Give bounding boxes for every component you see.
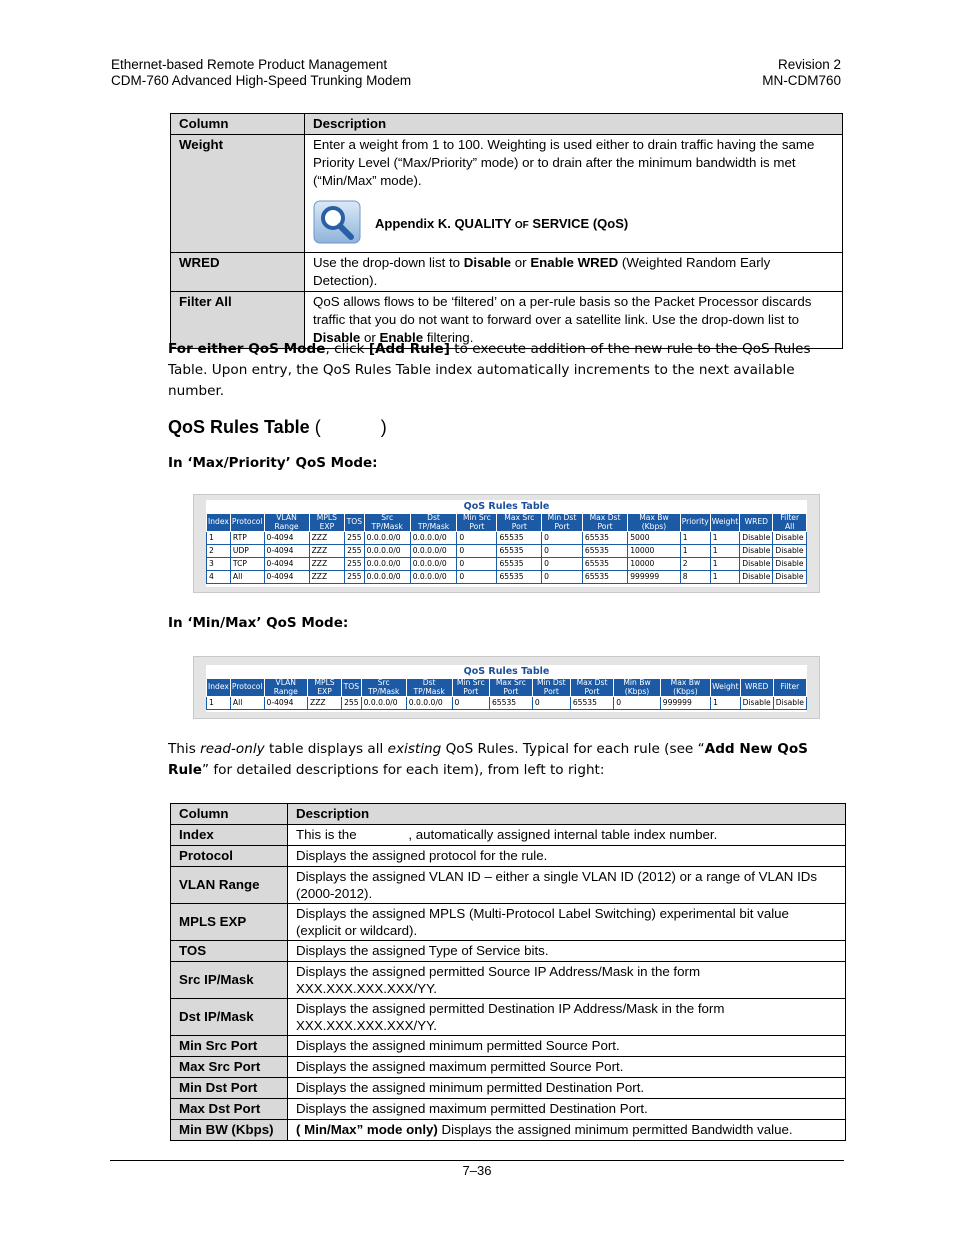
qos-column-header: Priority	[680, 514, 710, 532]
qos-cell: 1	[680, 545, 710, 558]
table-row	[171, 825, 846, 846]
section-title: QoS Rules Table ( )	[168, 417, 387, 437]
qos-column-header: Protocol	[230, 514, 264, 532]
qos-cell: 2	[680, 558, 710, 571]
row-description: Displays the assigned Type of Service bits.	[288, 941, 846, 962]
row-label: Min Dst Port	[171, 1078, 288, 1099]
table-row-weight	[171, 135, 843, 253]
qos-cell: All	[230, 571, 264, 584]
qos-cell: 65535	[582, 558, 627, 571]
row-label: Min Src Port	[171, 1036, 288, 1057]
page-number: 7–36	[462, 1163, 492, 1178]
row-description: Displays the assigned maximum permitted Source Port.	[288, 1057, 846, 1078]
qos-cell: 1	[680, 532, 710, 545]
qos-cell: 1	[710, 558, 739, 571]
row-label: Min BW (Kbps)	[171, 1120, 288, 1141]
max-priority-mode-label: In ‘Max/Priority’ QoS Mode:	[168, 455, 378, 471]
qos-cell: Disable	[740, 532, 773, 545]
qos-column-header: Max Bw (Kbps)	[660, 679, 710, 697]
qos-cell: UDP	[230, 545, 264, 558]
qos-column-header: Dst TP/Mask	[406, 679, 452, 697]
qos-rule-row[interactable]	[207, 697, 807, 710]
qos-cell: 65535	[582, 571, 627, 584]
row-label: VLAN Range	[171, 867, 288, 904]
qos-column-header: Max Dst Port	[570, 679, 613, 697]
qos-cell: 0.0.0.0/0	[364, 545, 410, 558]
qos-column-header: MPLS EXP	[308, 679, 342, 697]
qos-cell: 0.0.0.0/0	[410, 545, 457, 558]
qos-cell: 0-4094	[264, 697, 307, 710]
row-description: Displays the assigned protocol for the rule.	[288, 846, 846, 867]
qos-rules-screenshot-max-priority	[193, 494, 820, 593]
qos-cell: 65535	[582, 532, 627, 545]
qos-cell: 8	[680, 571, 710, 584]
qos-cell: ZZZ	[309, 558, 345, 571]
qos-cell: 0	[542, 571, 583, 584]
qos-cell: Disable	[740, 697, 773, 710]
row-label: TOS	[171, 941, 288, 962]
row-description: This is the , automatically assigned internal table index number.	[288, 825, 846, 846]
description-header: Description	[305, 114, 843, 135]
qos-column-header: Index	[207, 679, 231, 697]
qos-cell: 0	[452, 697, 489, 710]
row-label-weight: Weight	[171, 135, 305, 253]
qos-cell: Disable	[773, 697, 806, 710]
qos-cell: 0.0.0.0/0	[406, 697, 452, 710]
row-desc-filter-all: QoS allows flows to be ‘filtered’ on a per-rule basis so the Packet Processor discards traffic that you do not want to forward over a satellite link. Use the drop-down list to Disable or Enable filtering.	[305, 292, 843, 349]
qos-cell: Disable	[773, 532, 807, 545]
qos-cell: 0	[457, 532, 497, 545]
row-description: Displays the assigned permitted Source IP Address/Mask in the form XXX.XXX.XXX.XXX/YY.	[288, 962, 846, 999]
table-row	[171, 867, 846, 904]
column-description-table-2	[170, 803, 846, 1141]
row-description: Displays the assigned MPLS (Multi-Protocol Label Switching) experimental bit value (explicit or wildcard).	[288, 904, 846, 941]
table-row	[171, 1099, 846, 1120]
qos-column-header: Weight	[710, 514, 739, 532]
footer-rule	[110, 1160, 844, 1161]
qos-cell: 0-4094	[264, 571, 309, 584]
qos-cell: 1	[207, 697, 231, 710]
qos-cell: 1	[710, 571, 739, 584]
qos-cell: Disable	[773, 571, 807, 584]
qos-column-header: Min Dst Port	[542, 514, 583, 532]
qos-column-header: Max Src Port	[489, 679, 532, 697]
qos-cell: 999999	[660, 697, 710, 710]
qos-cell: 0.0.0.0/0	[361, 697, 406, 710]
appendix-reference	[313, 200, 834, 249]
qos-cell: 10000	[628, 545, 681, 558]
qos-column-header: WRED	[740, 679, 773, 697]
qos-cell: 0	[457, 558, 497, 571]
qos-rules-table-min-max	[206, 678, 807, 710]
qos-cell: 0.0.0.0/0	[410, 571, 457, 584]
qos-cell: 0-4094	[264, 545, 309, 558]
qos-cell: 2	[207, 545, 231, 558]
qos-column-header: Filter All	[773, 514, 807, 532]
row-description: Displays the assigned minimum permitted Destination Port.	[288, 1078, 846, 1099]
qos-column-header: Min Src Port	[452, 679, 489, 697]
row-label-wred: WRED	[171, 253, 305, 292]
qos-cell: 65535	[497, 571, 542, 584]
qos-rules-screenshot-min-max	[193, 656, 820, 719]
row-label: MPLS EXP	[171, 904, 288, 941]
qos-column-header: Protocol	[230, 679, 264, 697]
qos-cell: 65535	[582, 545, 627, 558]
table-row	[171, 904, 846, 941]
row-label: Index	[171, 825, 288, 846]
qos-cell: 999999	[628, 571, 681, 584]
column-header: Column	[171, 804, 288, 825]
table-row-wred	[171, 253, 843, 292]
qos-column-header: Max Src Port	[497, 514, 542, 532]
qos-cell: 0	[542, 532, 583, 545]
row-label: Protocol	[171, 846, 288, 867]
qos-column-header: TOS	[345, 514, 365, 532]
qos-table-title: QoS Rules Table	[463, 666, 550, 677]
qos-column-header: Index	[207, 514, 231, 532]
qos-header-row	[207, 679, 807, 697]
qos-column-header: Src TP/Mask	[364, 514, 410, 532]
qos-column-header: VLAN Range	[264, 514, 309, 532]
qos-cell: 0	[542, 545, 583, 558]
qos-cell: 0.0.0.0/0	[410, 532, 457, 545]
qos-cell: 0.0.0.0/0	[364, 571, 410, 584]
qos-cell: 255	[345, 558, 365, 571]
table-row	[171, 941, 846, 962]
running-header-left	[111, 57, 411, 89]
qos-cell: 4	[207, 571, 231, 584]
table-header-row	[171, 804, 846, 825]
qos-column-header: MPLS EXP	[309, 514, 345, 532]
row-label: Dst IP/Mask	[171, 999, 288, 1036]
qos-cell: 0	[614, 697, 661, 710]
table-row	[171, 846, 846, 867]
table-row	[171, 1057, 846, 1078]
table-header-row	[171, 114, 843, 135]
weight-description: Enter a weight from 1 to 100. Weighting is used either to drain traffic having the same Priority Level (“Max/Priority” mode) or to drain after the minimum bandwidth is met (“Min/Max” mode).	[313, 137, 815, 188]
qos-cell: Disable	[740, 545, 773, 558]
qos-column-header: Filter	[773, 679, 806, 697]
row-desc-weight	[305, 135, 843, 253]
qos-cell: 65535	[497, 558, 542, 571]
appendix-link-text[interactable]: Appendix K. QUALITY OF SERVICE (QoS)	[375, 215, 629, 231]
qos-column-header: WRED	[740, 514, 773, 532]
qos-cell: 65535	[497, 545, 542, 558]
qos-rule-row[interactable]	[207, 545, 807, 558]
qos-rule-row[interactable]	[207, 532, 807, 545]
qos-cell: 0.0.0.0/0	[364, 532, 410, 545]
column-header: Column	[171, 114, 305, 135]
header-doc-title: Ethernet-based Remote Product Management	[111, 57, 388, 72]
row-description: Displays the assigned permitted Destination IP Address/Mask in the form XXX.XXX.XXX.XXX/YY.	[288, 999, 846, 1036]
qos-cell: Disable	[773, 558, 807, 571]
qos-cell: 65535	[570, 697, 613, 710]
qos-column-header: Max Bw (Kbps)	[628, 514, 681, 532]
qos-cell: 0	[457, 545, 497, 558]
qos-cell: All	[230, 697, 264, 710]
qos-column-header: Dst TP/Mask	[410, 514, 457, 532]
qos-cell: 10000	[628, 558, 681, 571]
qos-cell: 255	[342, 697, 362, 710]
qos-cell: 0	[457, 571, 497, 584]
table-row	[171, 1036, 846, 1057]
qos-cell: 255	[345, 571, 365, 584]
qos-table-title: QoS Rules Table	[463, 501, 550, 512]
qos-cell: TCP	[230, 558, 264, 571]
qos-column-header: Max Dst Port	[582, 514, 627, 532]
magnifier-icon	[313, 200, 361, 249]
qos-cell: 0	[532, 697, 570, 710]
qos-cell: 65535	[489, 697, 532, 710]
table-row	[171, 1120, 846, 1141]
qos-column-header: Min Bw (Kbps)	[614, 679, 661, 697]
add-rule-paragraph: For either QoS Mode, click [Add Rule] to execute addition of the new rule to the QoS Rules Table. Upon entry, the QoS Rules Table index automatically increments to the next available number.	[168, 341, 811, 399]
header-product-name: CDM-760 Advanced High-Speed Trunking Modem	[111, 73, 412, 88]
row-label: Src IP/Mask	[171, 962, 288, 999]
qos-column-header: Min Src Port	[457, 514, 497, 532]
qos-cell: 0.0.0.0/0	[364, 558, 410, 571]
qos-cell: 1	[207, 532, 231, 545]
qos-cell: 0.0.0.0/0	[410, 558, 457, 571]
header-manual-number: MN-CDM760	[762, 73, 841, 88]
qos-cell: ZZZ	[309, 545, 345, 558]
qos-cell: 0-4094	[264, 532, 309, 545]
qos-column-header: Min Dst Port	[532, 679, 570, 697]
description-header: Description	[288, 804, 846, 825]
row-label: Max Src Port	[171, 1057, 288, 1078]
qos-rule-row[interactable]	[207, 571, 807, 584]
qos-cell: 0	[542, 558, 583, 571]
row-description: ( Min/Max” mode only) Displays the assigned minimum permitted Bandwidth value.	[288, 1120, 846, 1141]
qos-header-row	[207, 514, 807, 532]
qos-cell: Disable	[740, 558, 773, 571]
row-description: Displays the assigned maximum permitted Destination Port.	[288, 1099, 846, 1120]
row-description: Displays the assigned minimum permitted Source Port.	[288, 1036, 846, 1057]
qos-cell: ZZZ	[309, 571, 345, 584]
row-label-filter-all: Filter All	[171, 292, 305, 349]
qos-column-header: Src TP/Mask	[361, 679, 406, 697]
column-description-table-1	[170, 113, 843, 349]
qos-rules-table-max-priority	[206, 513, 807, 584]
qos-cell: 5000	[628, 532, 681, 545]
read-only-table-paragraph: This read-only table displays all existing QoS Rules. Typical for each rule (see “Add New QoS Rule” for detailed descriptions for each item), from left to right:	[168, 741, 808, 778]
qos-cell: 1	[711, 697, 740, 710]
row-description: Displays the assigned VLAN ID – either a single VLAN ID (2012) or a range of VLAN IDs (2000-2012).	[288, 867, 846, 904]
min-max-mode-label: In ‘Min/Max’ QoS Mode:	[168, 615, 349, 631]
qos-cell: 1	[710, 545, 739, 558]
table-row	[171, 999, 846, 1036]
qos-cell: Disable	[773, 545, 807, 558]
table-row	[171, 1078, 846, 1099]
qos-cell: 65535	[497, 532, 542, 545]
qos-column-header: VLAN Range	[264, 679, 307, 697]
table-row	[171, 962, 846, 999]
qos-cell: 255	[345, 532, 365, 545]
qos-cell: Disable	[740, 571, 773, 584]
header-revision: Revision 2	[777, 57, 841, 72]
qos-cell: 255	[345, 545, 365, 558]
qos-cell: ZZZ	[309, 532, 345, 545]
qos-cell: 3	[207, 558, 231, 571]
qos-cell: ZZZ	[308, 697, 342, 710]
row-label: Max Dst Port	[171, 1099, 288, 1120]
qos-column-header: TOS	[342, 679, 362, 697]
qos-column-header: Weight	[711, 679, 740, 697]
row-desc-wred: Use the drop-down list to Disable or Enable WRED (Weighted Random Early Detection).	[305, 253, 843, 292]
qos-cell: RTP	[230, 532, 264, 545]
qos-cell: 1	[710, 532, 739, 545]
qos-rule-row[interactable]	[207, 558, 807, 571]
running-header-right	[762, 57, 841, 89]
qos-cell: 0-4094	[264, 558, 309, 571]
